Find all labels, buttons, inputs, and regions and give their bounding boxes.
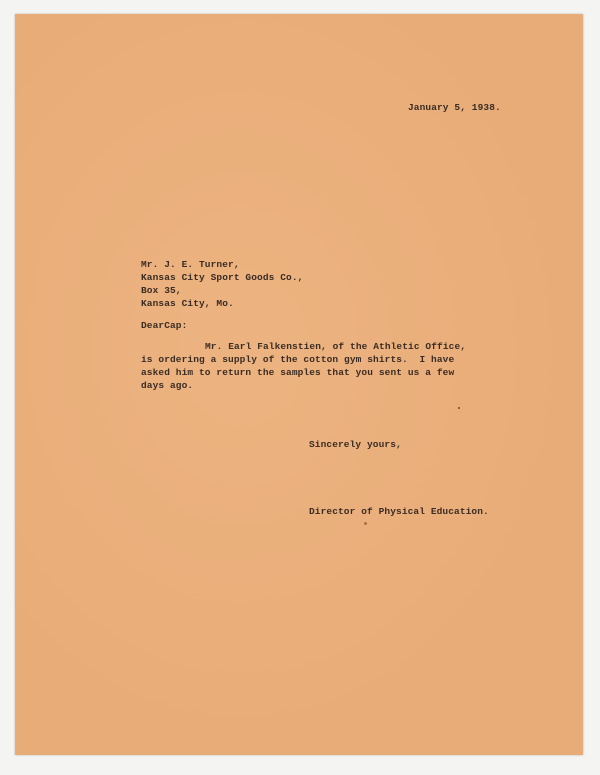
paper-speck [458,407,460,409]
body-line: is ordering a supply of the cotton gym shirts. I have [141,354,455,365]
salutation: DearCap: [141,320,188,331]
body-line: asked him to return the samples that you sent us a few [141,367,455,378]
recipient-company: Kansas City Sport Goods Co., [141,272,304,283]
letter-date: January 5, 1938. [408,102,501,113]
signature-title: Director of Physical Education. [309,506,489,517]
letter-page [15,14,583,755]
body-line: Mr. Earl Falkenstien, of the Athletic Office, [205,341,467,352]
recipient-name: Mr. J. E. Turner, [141,259,240,270]
closing: Sincerely yours, [309,439,402,450]
recipient-box: Box 35, [141,285,182,296]
paper-speck [364,522,367,525]
body-line: days ago. [141,380,194,391]
recipient-city: Kansas City, Mo. [141,298,234,309]
